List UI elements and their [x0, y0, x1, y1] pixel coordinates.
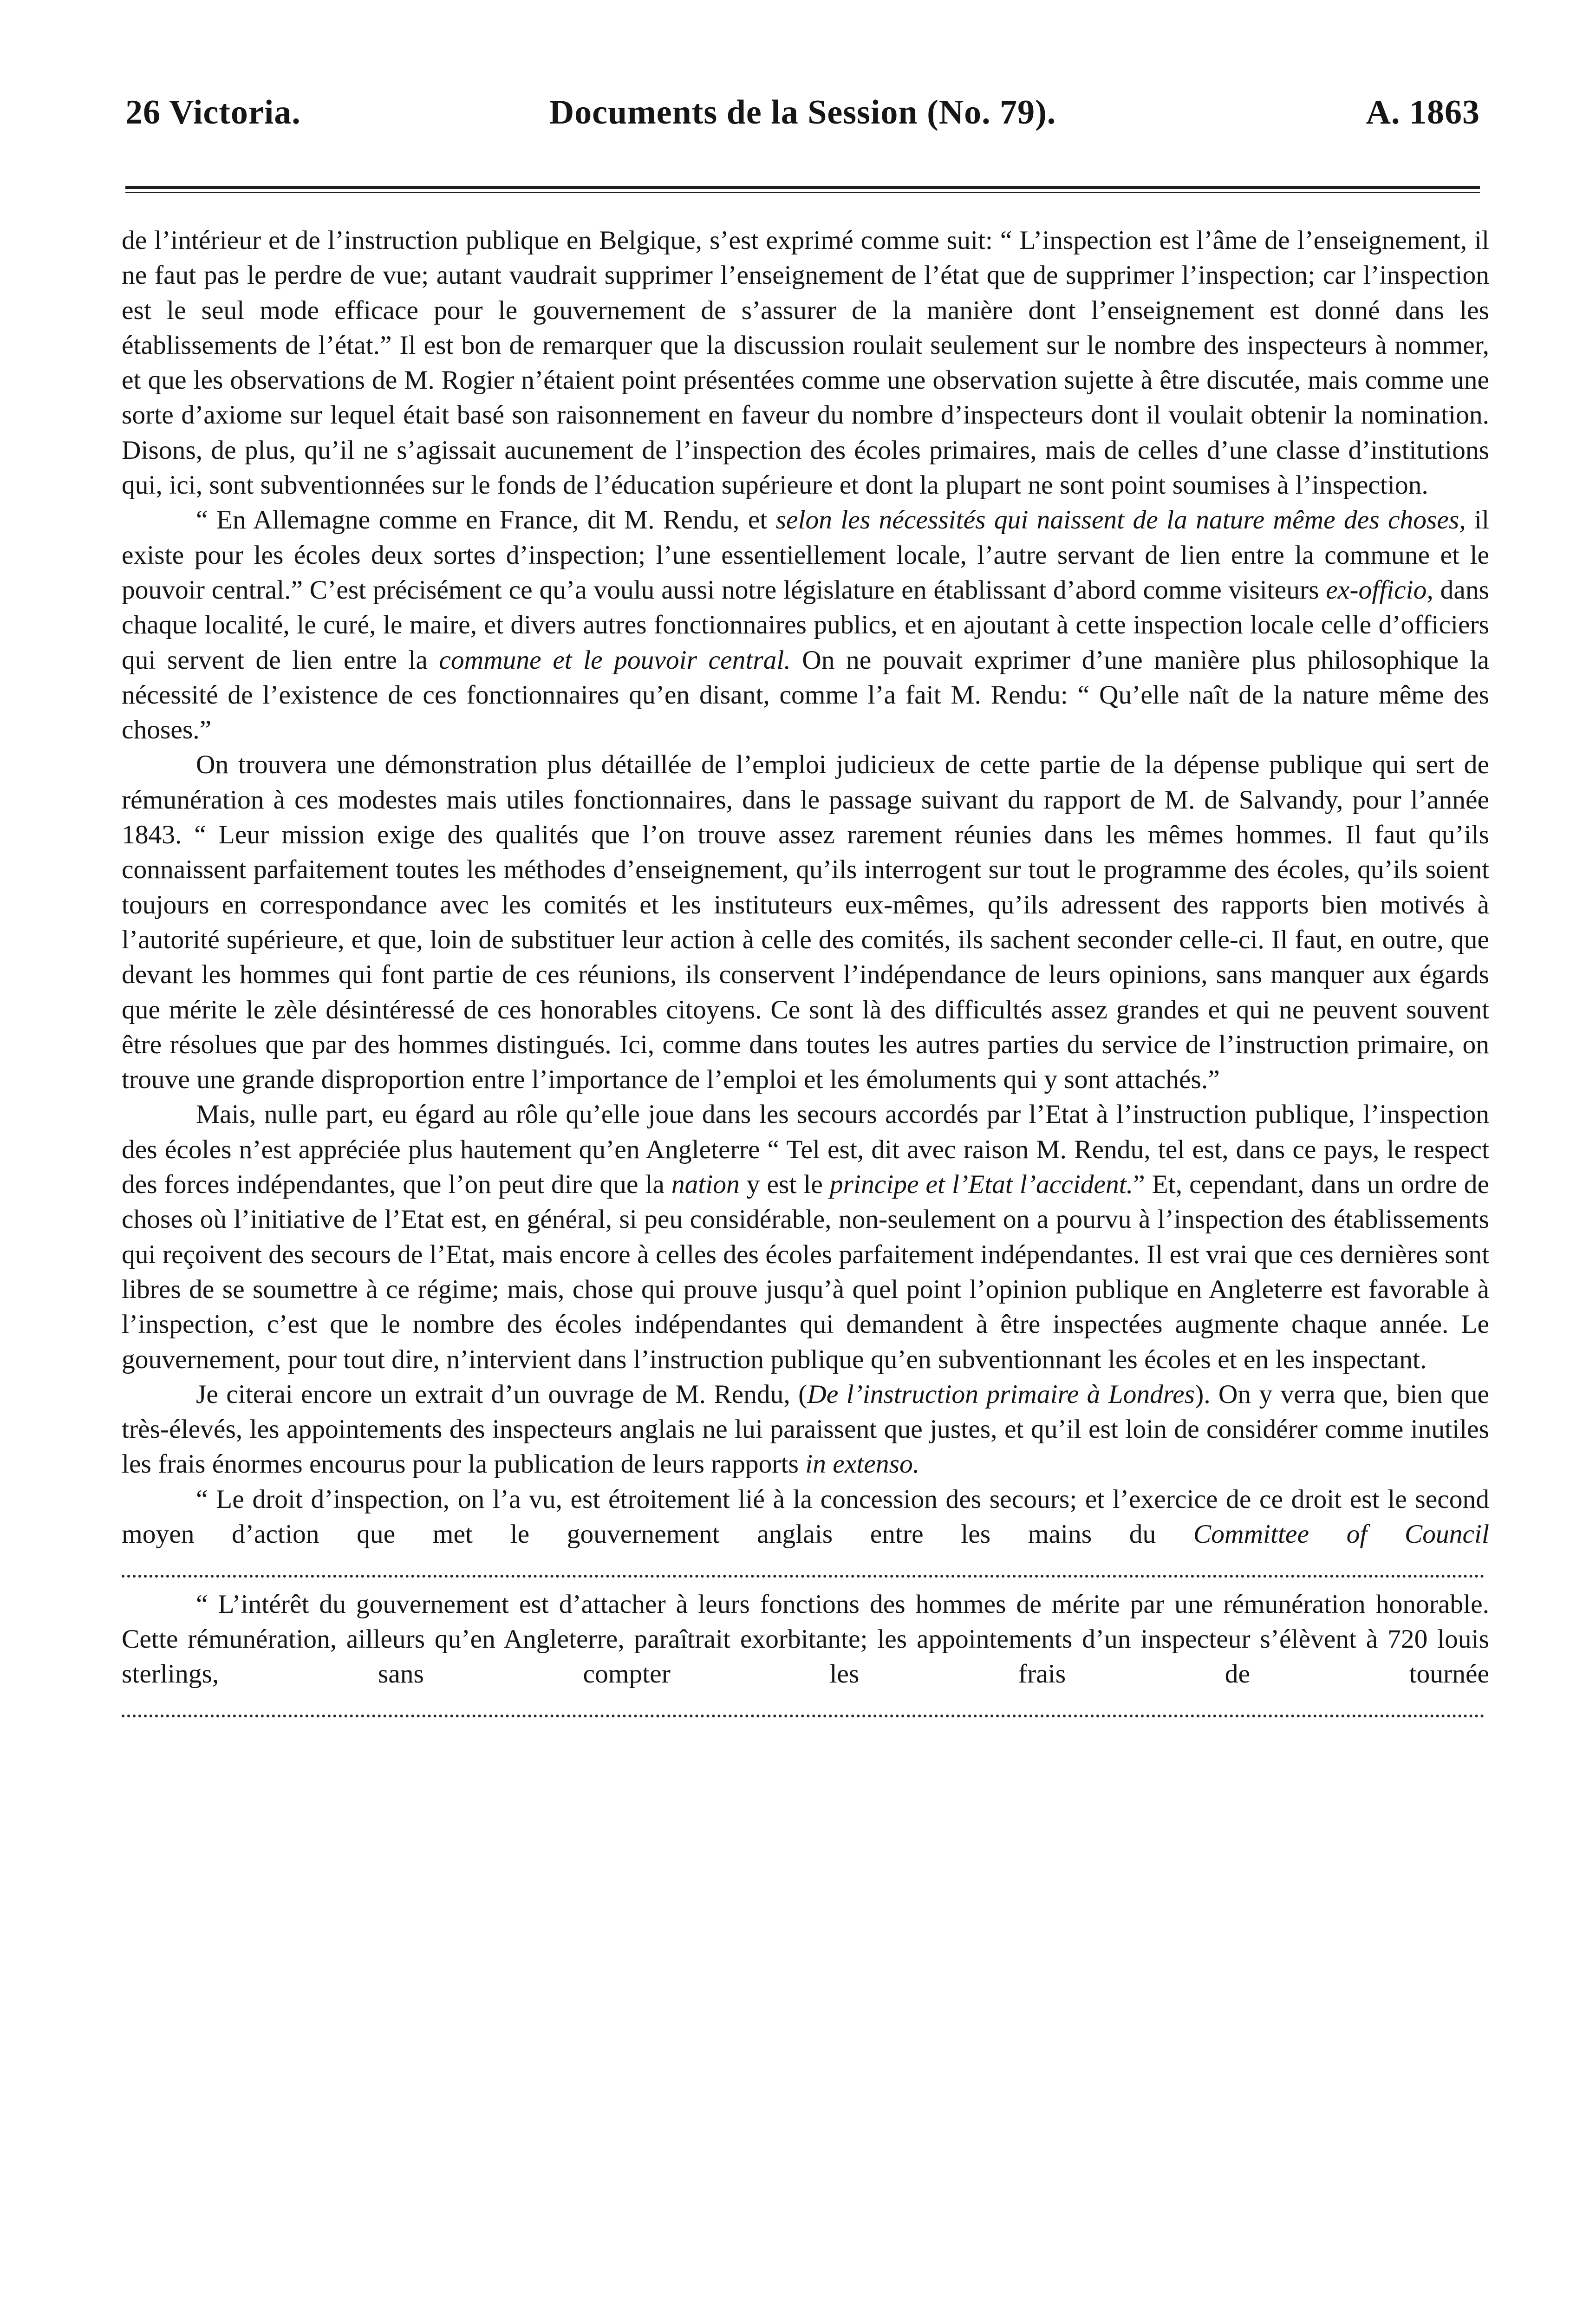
italic-text: ex-officio, — [1326, 575, 1433, 605]
text-run: dans chaque localité, le curé, le maire, et divers autres fonctionnaires publics, et en ajoutant à cette inspection locale celle d’officiers qui servent de lien entre la — [122, 575, 1489, 675]
paragraph — [122, 1482, 1489, 1587]
italic-text: principe et l’Etat l’accident. — [829, 1170, 1133, 1200]
text-run: ” Et, cependant, dans un ordre de choses où l’initiative de l’Etat est, en général, si peu considérable, non-seulement on a pourvu à l’inspection des établissements qui reçoivent des secours de l’Etat, mais encore à celles des écoles parfaitement indépendantes. Il est vrai que ces dernières sont libres de se soumettre à ce régime; mais, chose qui prouve jusqu’à quel point l’opinion publique en Angleterre est favorable à l’inspection, c’est que le nombre des écoles indépendantes qui demandent à être inspectées augmente chaque année. Le gouvernement, pour tout dire, n’intervient dans l’instruction publique qu’en subventionnant les écoles et en les inspectant. — [122, 1170, 1490, 1374]
text-run: “ En Allemagne comme en France, dit M. Rendu, et — [196, 505, 776, 535]
italic-text: Committee of Council — [1193, 1519, 1489, 1549]
body-text — [122, 223, 1489, 1727]
ellipsis-leader — [122, 1572, 1485, 1578]
text-run: ). On y verra que, bien que très-élevés, les appointements des inspecteurs anglais ne lui paraissent que justes, et qu’il est loin de considérer comme inutiles les frais énormes encourus pour la publication de leurs rapports — [122, 1379, 1489, 1479]
text-run: On ne pouvait exprimer d’une manière plus philosophique la nécessité de l’existence de ces fonctionnaires qu’en disant, comme l’a fait M. Rendu: “ Qu’elle naît de la nature même des choses.” — [122, 645, 1489, 745]
running-header — [125, 93, 1480, 139]
paragraph — [122, 747, 1489, 1097]
header-rule-thin — [125, 192, 1480, 193]
text-run: de l’intérieur et de l’instruction publique en Belgique, s’est exprimé comme suit: “ L’inspection est l’âme de l’enseignement, il ne faut pas le perdre de vue; autant vaudrait supprimer l’enseignement de l’état que de supprimer l’inspection; car l’inspection est le seul mode efficace pour le gouvernement de s’assurer de la manière dont l’enseignement est donné dans les établissements de l’état.” Il est bon de remarquer que la discussion roulait seulement sur le nombre des inspecteurs à nommer, et que les observations de M. Rogier n’étaient point présentées comme une observation sujette à être discutée, mais comme une sorte d’axiome sur lequel était basé son raisonnement en faveur du nombre d’inspecteurs dont il voulait obtenir la nomination. Disons, de plus, qu’il ne s’agissait aucunement de l’inspection des écoles primaires, mais de celles d’une classe d’institutions qui, ici, sont subventionnées sur le fonds de l’éducation supérieure et dont la plupart ne sont point soumises à l’inspection. — [122, 226, 1489, 500]
paragraph — [122, 1587, 1489, 1727]
italic-text: selon les nécessités qui naissent de la nature même des choses, — [775, 505, 1466, 535]
paragraph — [122, 1097, 1489, 1376]
text-run: Mais, nulle part, eu égard au rôle qu’elle joue dans les secours accordés par l’Etat à l’instruction publique, l’inspection des écoles n’est appréciée plus hautement qu’en Angleterre “ Tel est, dit avec raison M. Rendu, tel est, dans ce pays, le respect des forces indépendantes, que l’on peut dire que la — [122, 1100, 1489, 1200]
italic-text: commune et le pouvoir central. — [439, 645, 791, 675]
text-run: “ L’intérêt du gouvernement est d’attacher à leurs fonctions des hommes de mérite par une rémunération honorable. Cette rémunération, ailleurs qu’en Angleterre, paraîtrait exorbitante; les appointements d’un inspecteur s’élèvent à 720 louis sterlings, sans compter les frais de tournée — [122, 1589, 1489, 1689]
paragraph — [122, 1377, 1489, 1482]
text-run: y est le — [739, 1170, 830, 1200]
header-volume: 26 Victoria. — [125, 93, 301, 131]
header-rule-thick — [125, 186, 1480, 189]
paragraph — [122, 502, 1489, 747]
header-year: A. 1863 — [1366, 93, 1480, 131]
text-run: il existe pour les écoles deux sortes d’inspection; l’une essentiellement locale, l’autre servant de lien entre la commune et le pouvoir central.” C’est précisément ce qu’a voulu aussi notre législature en établissant d’abord comme visiteurs — [122, 505, 1489, 605]
ellipsis-leader — [122, 1712, 1485, 1717]
text-run: On trouvera une démonstration plus détaillée de l’emploi judicieux de cette partie de la dépense publique qui sert de rémunération à ces modestes mais utiles fonctionnaires, dans le passage suivant du rapport de M. de Salvandy, pour l’année 1843. “ Leur mission exige des qualités que l’on trouve assez rarement réunies dans les mêmes hommes. Il faut qu’ils connaissent parfaitement toutes les méthodes d’enseignement, qu’ils interrogent sur tout le programme des écoles, qu’ils soient toujours en correspondance avec les comités et les instituteurs eux-mêmes, qu’ils adressent des rapports bien motivés à l’autorité supérieure, et que, loin de substituer leur action à celle des comités, ils sachent seconder celle-ci. Il faut, en outre, que devant les hommes qui font partie de ces réunions, ils conservent l’indépendance de leurs opinions, sans manquer aux égards que mérite le zèle désintéressé de ces honorables citoyens. Ce sont là des difficultés assez grandes et qui ne peuvent souvent être résolues que par des hommes distingués. Ici, comme dans toutes les autres parties du service de l’instruction primaire, on trouve une grande disproportion entre l’importance de l’emploi et les émoluments qui y sont attachés.” — [122, 750, 1489, 1095]
text-run: Je citerai encore un extrait d’un ouvrage de M. Rendu, ( — [196, 1379, 808, 1409]
text-run: “ Le droit d’inspection, on l’a vu, est étroitement lié à la concession des secours; et l’exercice de ce droit est le second moyen d’action que met le gouvernement anglais entre les mains du — [122, 1484, 1489, 1549]
header-title: Documents de la Session (No. 79). — [549, 93, 1056, 131]
paragraph — [122, 223, 1489, 502]
italic-text: De l’instruction primaire à Londres — [807, 1379, 1195, 1409]
italic-text: nation — [671, 1170, 740, 1200]
italic-text: in extenso. — [805, 1449, 920, 1479]
